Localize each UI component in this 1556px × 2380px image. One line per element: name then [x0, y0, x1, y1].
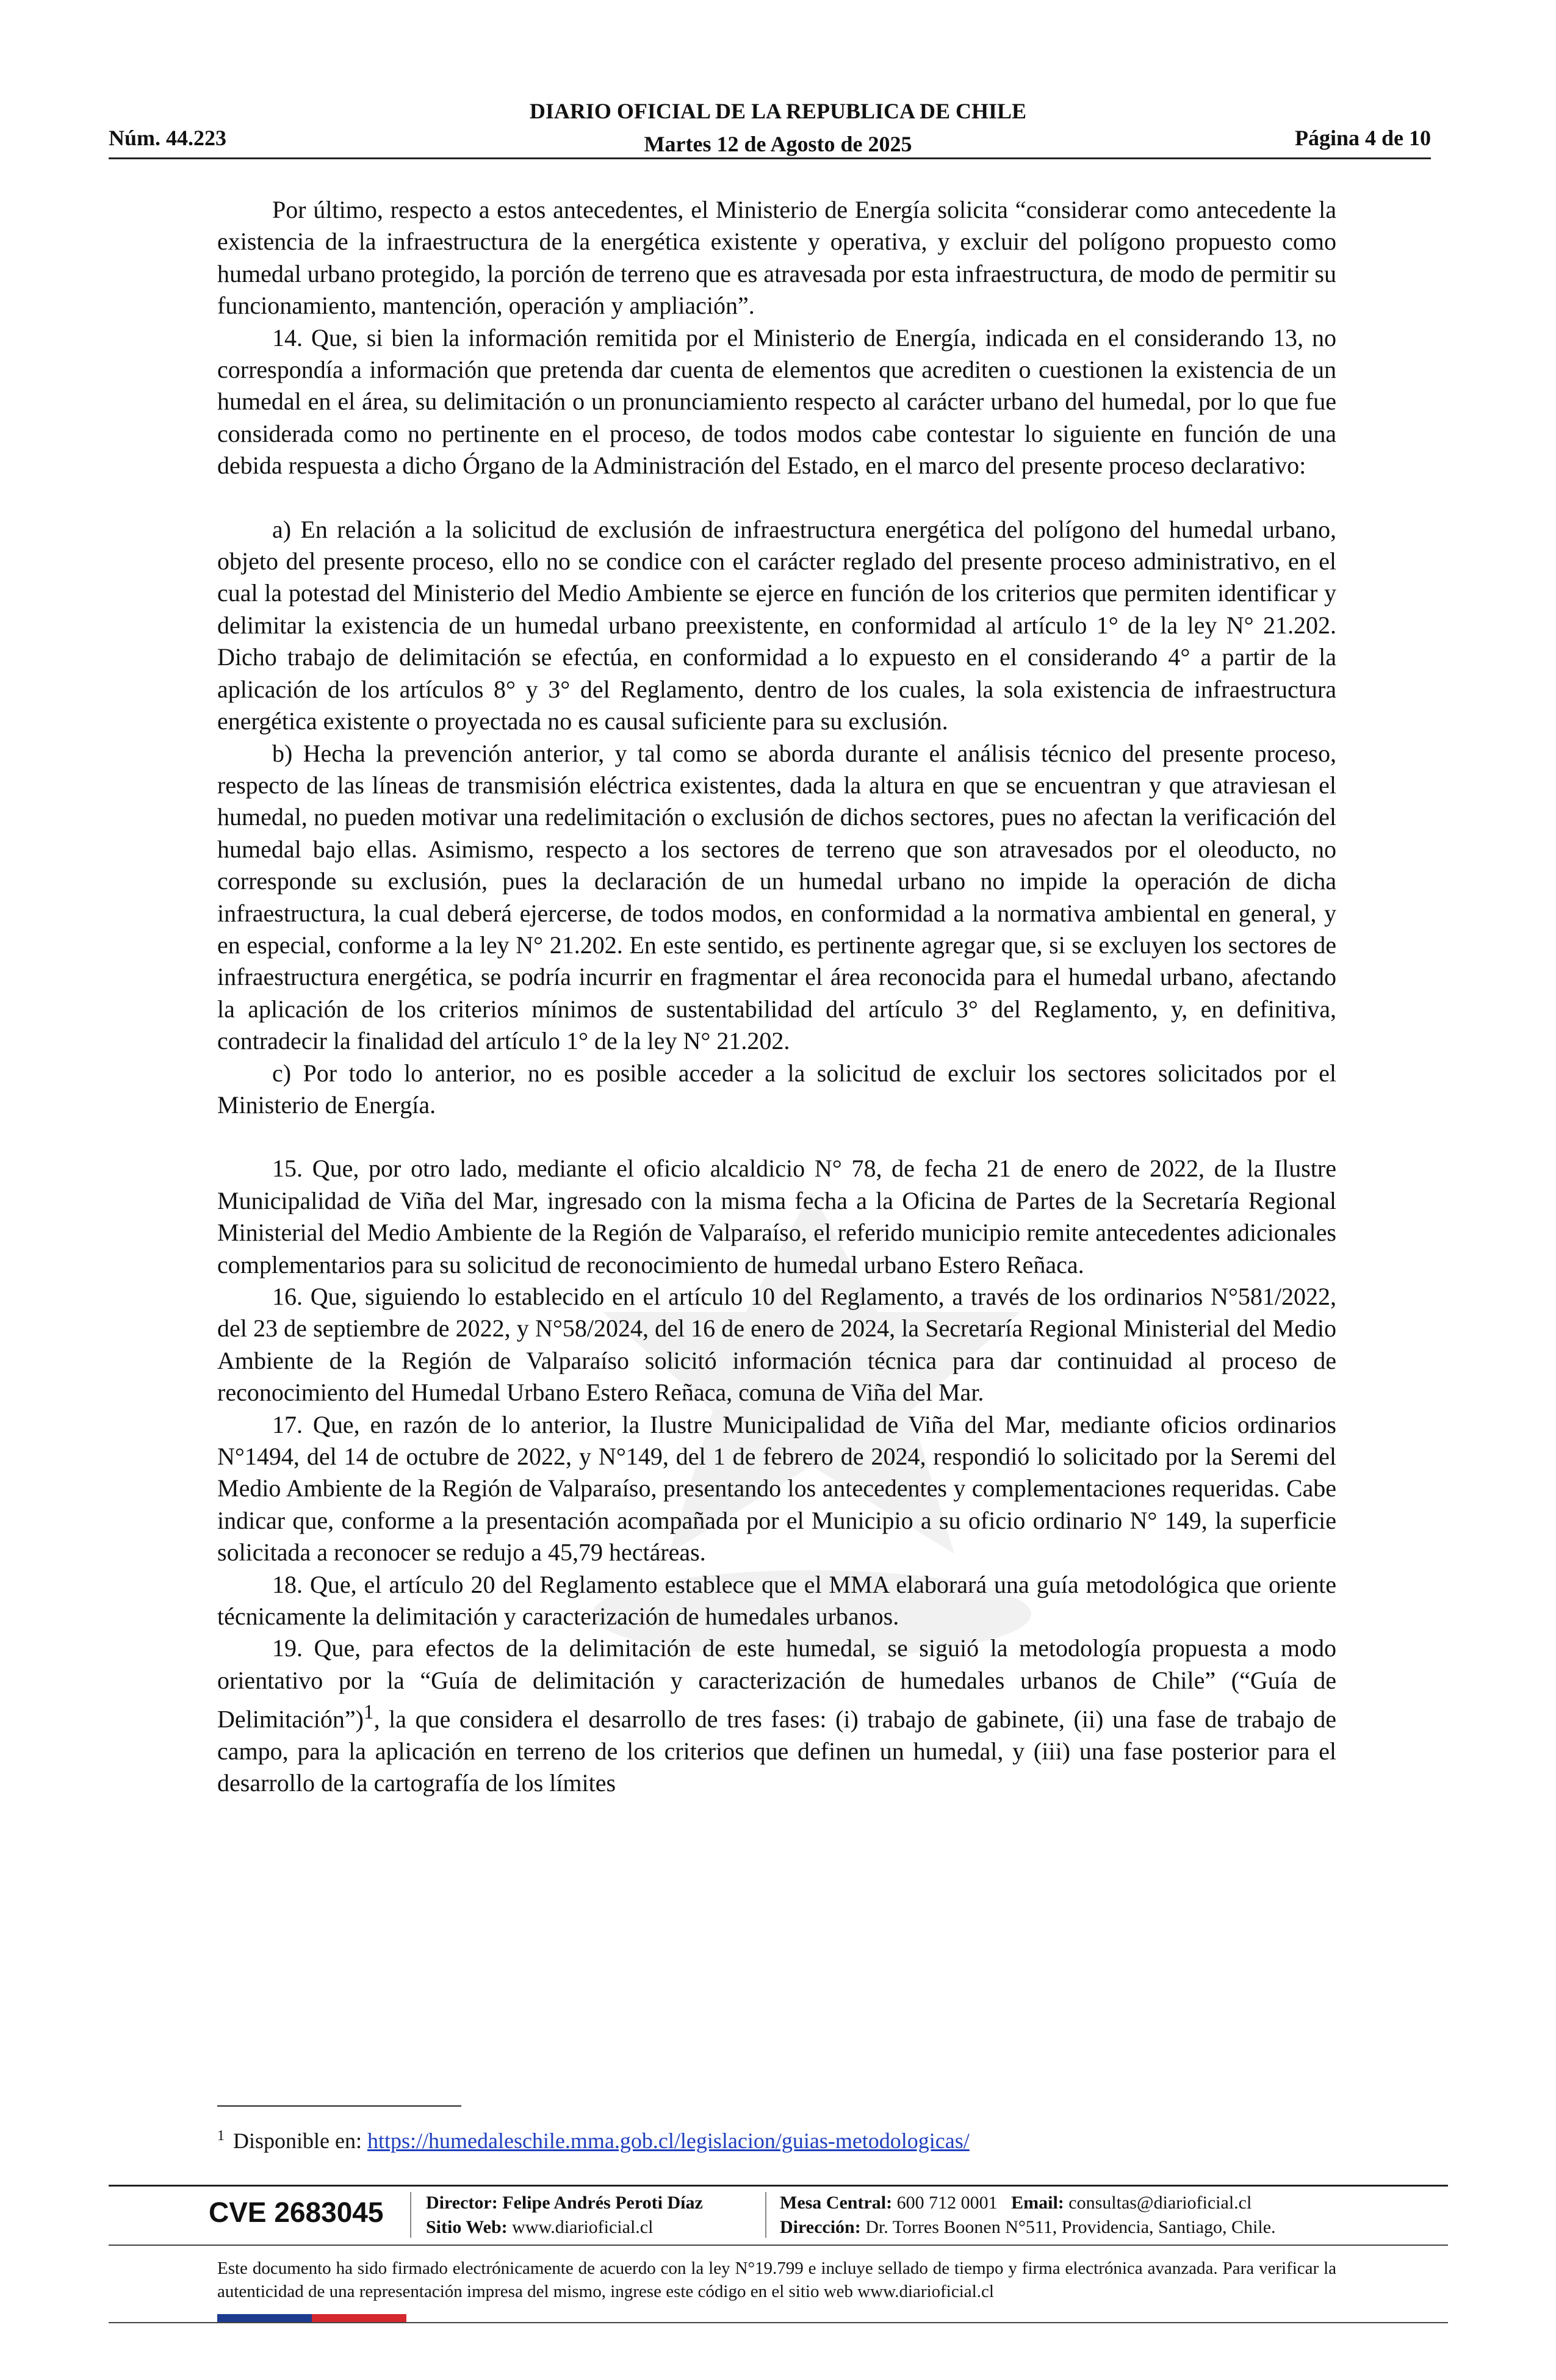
- flag-color-bar: [217, 2314, 406, 2322]
- flag-red-stripe: [312, 2314, 406, 2322]
- paragraph: c) Por todo lo anterior, no es posible acceder a la solicitud de excluir los sectores solicitados por el Ministerio de Energía.: [217, 1059, 1336, 1119]
- document-body: [217, 194, 1336, 1800]
- footer-contact-block: [780, 2191, 1276, 2240]
- address: Dr. Torres Boonen N°511, Providencia, Santiago, Chile.: [865, 2217, 1276, 2237]
- footer-divider: [109, 2185, 1448, 2187]
- paragraph: 14. Que, si bien la información remitida por el Ministerio de Energía, indicada en el considerando 13, no correspondía a información que pretenda dar cuenta de elementos que acrediten o cuestionen la existencia de un humedal en el área, su delimitación o un pronunciamiento respecto al carácter urbano del humedal, por lo que fue considerada como no pertinente en el proceso, de todos modos cabe contestar lo siguiente en función de una debida respuesta a dicho Órgano de la Administración del Estado, en el marco del presente proceso declarativo:: [217, 323, 1336, 480]
- flag-blue-stripe: [217, 2314, 312, 2322]
- footnote-link[interactable]: https://humedaleschile.mma.gob.cl/legislacion/guias-metodologicas/: [367, 2129, 970, 2153]
- web-url[interactable]: www.diarioficial.cl: [512, 2217, 654, 2237]
- footer-director-block: [426, 2191, 703, 2240]
- page-number: Página 4 de 10: [1294, 126, 1431, 150]
- paragraph: 15. Que, por otro lado, mediante el oficio alcaldicio N° 78, de fecha 21 de enero de 2022, de la Ilustre Municipalidad de Viña del Mar, ingresado con la misma fecha a la Oficina de Partes de la Secretaría Regional Ministerial del Medio Ambiente de la Región de Valparaíso, el referido municipio remite antecedentes adicionales complementarios para su solicitud de reconocimiento de humedal urbano Estero Reñaca.: [217, 1155, 1336, 1278]
- footnote: [217, 2121, 970, 2156]
- footer-divider: [109, 2245, 1448, 2246]
- paragraph: 18. Que, el artículo 20 del Reglamento establece que el MMA elaborará una guía metodológica que oriente técnicamente la delimitación y caracterización de humedales urbanos.: [217, 1570, 1336, 1631]
- signature-disclaimer: Este documento ha sido firmado electrónicamente de acuerdo con la ley N°19.799 e incluye sellado de tiempo y firma electrónica avanzada. Para verificar la autenticidad de una representación impresa del mismo, ingrese este código en el sitio web www.diarioficial.cl: [217, 2259, 1336, 2301]
- paragraph-19-continuation: , la que considera el desarrollo de tres fases: (i) trabajo de gabinete, (ii) una fase de trabajo de campo, para la aplicación en terreno de los criterios que definen un humedal, y (iii) una fase posterior para el desarrollo de la cartografía de los límites: [217, 1705, 1336, 1797]
- paragraph: Por último, respecto a estos antecedentes, el Ministerio de Energía solicita “considerar como antecedente la existencia de la infraestructura de la energética existente y operativa, y excluir del polígono propuesto como humedal urbano protegido, la porción de terreno que es atravesada por esta infraestructura, de modo de permitir su funcionamiento, mantención, operación y ampliación”.: [217, 196, 1336, 320]
- issue-number: Núm. 44.223: [109, 126, 227, 150]
- email-label: Email:: [1011, 2193, 1064, 2213]
- header-divider: [109, 157, 1431, 159]
- paragraph: 16. Que, siguiendo lo establecido en el artículo 10 del Reglamento, a través de los ordinarios N°581/2022, del 23 de septiembre de 2022, y N°58/2024, del 16 de enero de 2024, la Secretaría Regional Ministerial del Medio Ambiente de la Región de Valparaíso solicitó información técnica para dar continuidad al proceso de reconocimiento del Humedal Urbano Estero Reñaca, comuna de Viña del Mar.: [217, 1283, 1336, 1407]
- footer-bottom-divider: [109, 2322, 1448, 2323]
- cve-code: CVE 2683045: [209, 2196, 384, 2228]
- paragraph-19-text: 19. Que, para efectos de la delimitación de este humedal, se siguió la metodología propuesta a modo orientativo por la “Guía de delimitación y caracterización de humedales urbanos de Chile” (“Guía de Delimitación”): [217, 1634, 1336, 1733]
- footnote-number: 1: [217, 2128, 225, 2144]
- issue-date: Martes 12 de Agosto de 2025: [644, 132, 912, 156]
- footnote-label: Disponible en:: [233, 2129, 362, 2153]
- address-label: Dirección:: [780, 2217, 861, 2237]
- mesa-phone: 600 712 0001: [896, 2193, 998, 2213]
- paragraph: b) Hecha la prevención anterior, y tal como se aborda durante el análisis técnico del presente proceso, respecto de las líneas de transmisión eléctrica existentes, dada la altura en que se encuentran y que atraviesan el humedal, no pueden motivar una redelimitación o exclusión de dichos sectores, pues no afectan la verificación del humedal bajo ellas. Asimismo, respecto a los sectores de terreno que son atravesados por el oleoducto, no corresponde su exclusión, pues la declaración de un humedal urbano no impide la operación de dicha infraestructura, la cual deberá ejercerse, de todos modos, en conformidad a la normativa ambiental en general, y en especial, conforme a la ley N° 21.202. En este sentido, es pertinente agregar que, si se excluyen los sectores de infraestructura energética, se podría incurrir en fragmentar el área reconocida para el humedal urbano, afectando la aplicación de los criterios mínimos de sustentabilidad del artículo 3° del Reglamento, y, en definitiva, contradecir la finalidad del artículo 1° de la ley N° 21.202.: [217, 739, 1336, 1055]
- paragraph: a) En relación a la solicitud de exclusión de infraestructura energética del polígono del humedal urbano, objeto del presente proceso, ello no se condice con el carácter reglado del presente proceso administrativo, en el cual la potestad del Ministerio del Medio Ambiente se ejerce en función de los criterios que permiten identificar y delimitar la existencia de un humedal urbano preexistente, en conformidad al artículo 1° de la ley N° 21.202. Dicho trabajo de delimitación se efectúa, en conformidad a lo expuesto en el considerando 4° a partir de la aplicación de los artículos 8° y 3° del Reglamento, dentro de los cuales, la sola existencia de infraestructura energética existente o proyectada no es causal suficiente para su exclusión.: [217, 515, 1336, 735]
- paragraph: 17. Que, en razón de lo anterior, la Ilustre Municipalidad de Viña del Mar, mediante oficios ordinarios N°1494, del 14 de octubre de 2022, y N°149, del 1 de febrero de 2024, respondió lo solicitado por la Seremi del Medio Ambiente de la Región de Valparaíso, presentando los antecedentes y complementaciones requeridas. Cabe indicar que, conforme a la presentación acompañada por el Municipio a su oficio ordinario N° 149, la superficie solicitada a reconocer se redujo a 45,79 hectáreas.: [217, 1410, 1336, 1567]
- mesa-label: Mesa Central:: [780, 2193, 893, 2213]
- director-label: Director:: [426, 2193, 498, 2213]
- footnote-reference[interactable]: 1: [363, 1701, 374, 1724]
- web-label: Sitio Web:: [426, 2217, 508, 2237]
- masthead-title: DIARIO OFICIAL DE LA REPUBLICA DE CHILE: [529, 99, 1027, 123]
- footer-separator: [765, 2192, 766, 2238]
- email-address[interactable]: consultas@diarioficial.cl: [1068, 2193, 1252, 2213]
- footer-separator: [410, 2192, 411, 2238]
- director-name: Felipe Andrés Peroti Díaz: [502, 2193, 703, 2213]
- footnote-divider: [217, 2105, 461, 2107]
- paragraph: [217, 1632, 1336, 1799]
